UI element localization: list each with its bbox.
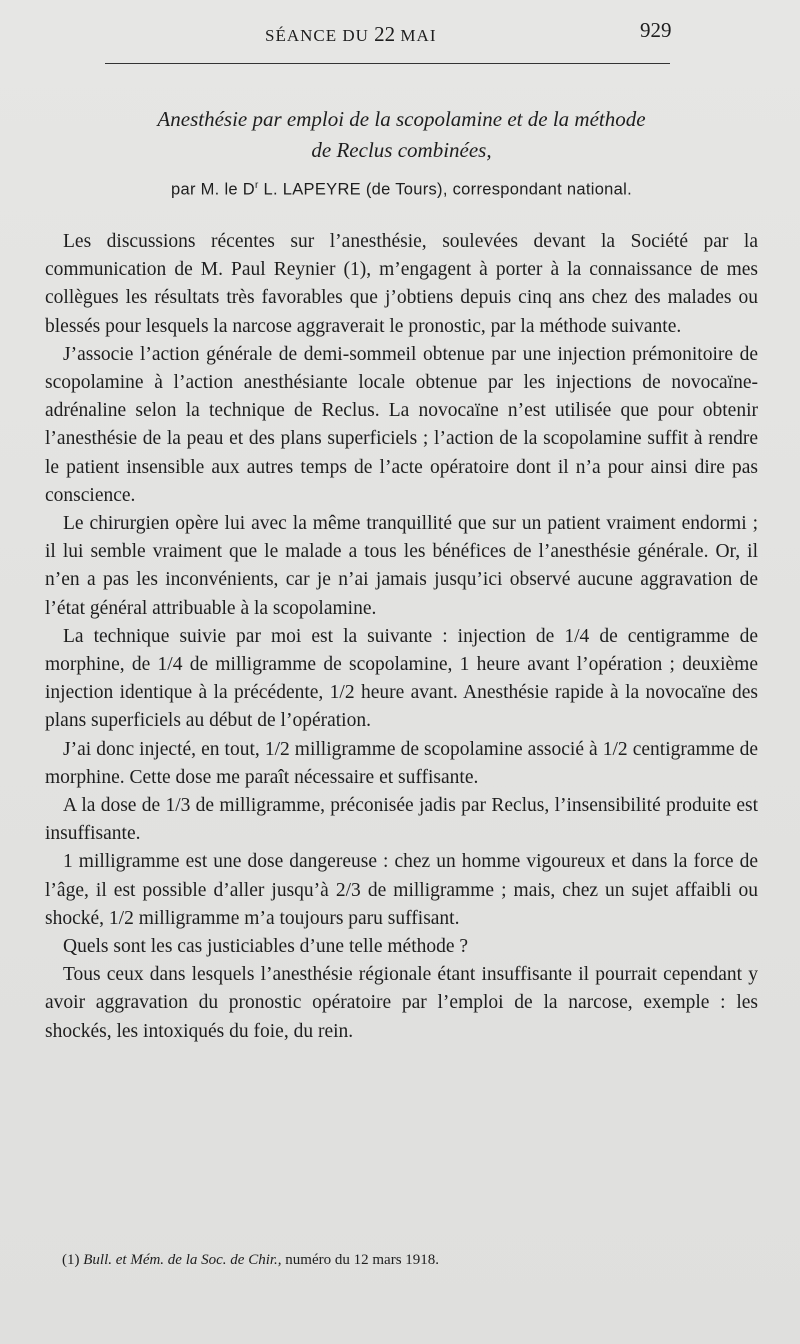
running-head-title: SÉANCE DU 22 MAI [265, 22, 437, 46]
paragraph: J’associe l’action générale de demi-sommeil obtenue par une injection prémonitoire de scopolamine à l’action anesthésiante locale obtenue par les injections de novocaïne-adrénaline selon la technique de Reclus. La novocaïne n’est utilisée que pour obtenir l’anesthésie de la peau et des plans superficiels ; l’action de la scopolamine suffit à rendre le patient insensible aux autres temps de l’acte opératoire dont il n’a pour ainsi dire pas conscience. [45, 343, 758, 506]
article-title-line-2: de Reclus combinées, [311, 138, 492, 162]
footnote-detail: numéro du 12 mars 1918. [281, 1252, 440, 1268]
paragraph: J’ai donc injecté, en tout, 1/2 milligramme de scopolamine associé à 1/2 centigramme de morphine. Cette dose me paraît nécessaire et suffisante. [45, 738, 758, 788]
running-head [45, 18, 680, 48]
article-title-line-1: Anesthésie par emploi de la scopolamine et de la méthode [157, 107, 646, 131]
paragraph: A la dose de 1/3 de milligramme, préconisée jadis par Reclus, l’insensibilité produite est insuffisante. [45, 795, 758, 845]
footnote-marker: (1) [62, 1252, 80, 1268]
paragraph: Tous ceux dans lesquels l’anesthésie régionale étant insuffisante il pourrait cependant y avoir aggravation du pronostic opératoire par l’emploi de la narcose, exemple : les shockés, les intoxiqués du foie, du rein. [45, 964, 758, 1042]
footnote-source: Bull. et Mém. de la Soc. de Chir., [83, 1252, 282, 1268]
paragraph: La technique suivie par moi est la suivante : injection de 1/4 de centigramme de morphine, de 1/4 de milligramme de scopolamine, 1 heure avant l’opération ; deuxième injection identique à la précédente, 1/2 heure avant. Anesthésie rapide à la novocaïne des plans superficiels au début de l’opération. [45, 625, 758, 732]
article-body [45, 228, 758, 1046]
article-byline: par M. le $D^r$ L. LAPEYRE (de Tours), correspondant national. [171, 180, 632, 199]
header-rule [105, 63, 670, 64]
article-title [45, 104, 758, 166]
paragraph: Le chirurgien opère lui avec la même tranquillité que sur un patient vraiment endormi ; il lui semble vraiment que le malade a tous les bénéfices de l’anesthésie générale. Or, il n’en a pas les inconvénients, car je n’ai jamais jusqu’ici observé aucune aggravation de l’état général attribuable à la scopolamine. [45, 513, 758, 619]
paragraph: Les discussions récentes sur l’anesthésie, soulevées devant la Société par la communication de M. Paul Reynier (1), m’engagent à porter à la connaissance de mes collègues les résultats très favorables que j’obtiens depuis cinq ans chez des malades ou blessés pour lesquels la narcose aggraverait le pronostic, par la méthode suivante. [45, 231, 758, 337]
paragraph: Quels sont les cas justiciables d’une telle méthode ? [63, 936, 469, 958]
page-number: 929 [640, 18, 672, 42]
paragraph: 1 milligramme est une dose dangereuse : chez un homme vigoureux et dans la force de l’âge, il est possible d’aller jusqu’à 2/3 de milligramme ; mais, chez un sujet affaibli ou shocké, 1/2 milligramme m’a toujours paru suffisant. [45, 851, 758, 929]
footnote [62, 1250, 762, 1270]
